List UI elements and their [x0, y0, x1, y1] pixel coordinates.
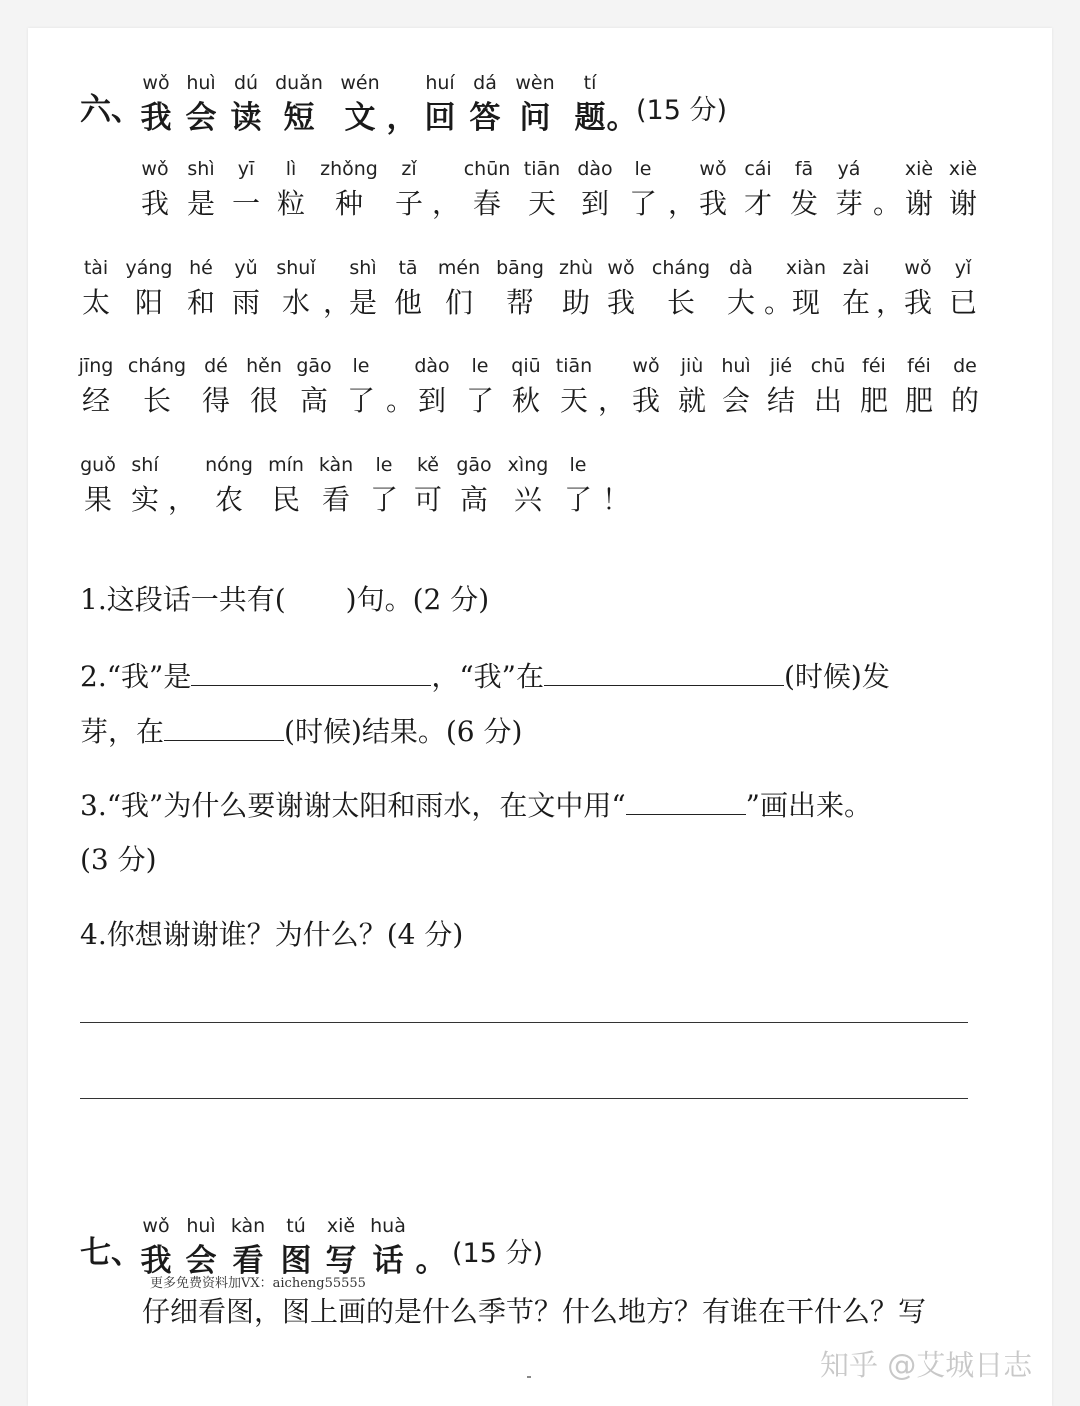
ruby-char [61, 353, 131, 423]
hanzi: 我 [140, 1243, 172, 1279]
pinyin: huì [721, 355, 751, 377]
question-2-text-c: (时候)发 [784, 660, 890, 693]
pinyin: wèn [515, 72, 555, 94]
hanzi: 会 [185, 1243, 217, 1279]
pinyin: bāng [496, 257, 544, 279]
pinyin: nóng [205, 454, 253, 476]
hanzi: ， [667, 187, 696, 220]
hanzi: 天 [559, 384, 588, 417]
hanzi: 回 [424, 100, 456, 136]
pinyin: jié [769, 355, 793, 377]
passage-line [0, 156, 1080, 226]
question-3-line1 [80, 784, 872, 826]
hanzi: 写 [325, 1243, 357, 1279]
hanzi: 出 [813, 384, 842, 417]
hanzi: 阳 [134, 286, 163, 319]
pinyin: huà [370, 1215, 406, 1237]
passage-line [0, 452, 1080, 522]
question-2-text-d: 芽，在 [80, 715, 165, 748]
hanzi: 我 [140, 187, 169, 220]
section6-score: (15 分) [636, 95, 728, 126]
pinyin: cái [744, 158, 772, 180]
hanzi: 的 [950, 384, 979, 417]
hanzi: 了 [346, 384, 375, 417]
hanzi: 太 [81, 286, 110, 319]
hanzi: 。 [606, 100, 638, 136]
pinyin: xìng [507, 454, 549, 476]
question-2-line2 [80, 710, 522, 752]
hanzi: 果 [83, 483, 112, 516]
hanzi: 粒 [276, 187, 305, 220]
hanzi: 到 [580, 187, 609, 220]
hanzi: 助 [561, 286, 590, 319]
hanzi: 谢 [948, 187, 977, 220]
hanzi: ， [167, 483, 196, 516]
section6-title [0, 70, 1080, 140]
question-1 [80, 580, 489, 620]
section7-score: (15 分) [452, 1238, 544, 1269]
hanzi: 天 [527, 187, 556, 220]
hanzi: 春 [472, 187, 501, 220]
question-3-text-b: ”画出来。 [745, 789, 872, 822]
underline-sample [626, 784, 746, 815]
pinyin: hé [189, 257, 213, 279]
hanzi: 我 [631, 384, 660, 417]
pinyin: dào [414, 355, 450, 377]
pinyin: qiū [511, 355, 541, 377]
hanzi: 和 [186, 286, 215, 319]
pinyin: chū [810, 355, 846, 377]
hanzi: 大 [726, 286, 755, 319]
hanzi: 经 [81, 384, 110, 417]
pinyin: wǒ [699, 158, 727, 180]
pinyin: tú [286, 1215, 306, 1237]
question-2-text-a: 2.“我”是 [80, 660, 192, 693]
hanzi: 高 [459, 483, 488, 516]
hanzi: 。 [872, 187, 901, 220]
pinyin: féi [907, 355, 931, 377]
question-1-text-a: 1.这段话一共有( [80, 583, 286, 616]
ruby-char [928, 156, 998, 226]
pinyin: dà [729, 257, 753, 279]
section7-instruction: 仔细看图，图上画的是什么季节？什么地方？有谁在干什么？写 [142, 1295, 927, 1328]
hanzi: 到 [417, 384, 446, 417]
hanzi: 一 [231, 187, 260, 220]
pinyin: zhù [558, 257, 594, 279]
pinyin: wǒ [142, 1215, 170, 1237]
pinyin: yǐ [954, 257, 972, 279]
hanzi: 问 [519, 100, 551, 136]
hanzi: 就 [677, 384, 706, 417]
hanzi: 我 [140, 100, 172, 136]
pinyin: le [471, 355, 489, 377]
hanzi: 他 [393, 286, 422, 319]
hanzi: ， [431, 187, 460, 220]
hanzi: 高 [299, 384, 328, 417]
answer-line[interactable] [80, 1098, 968, 1099]
hanzi: 看 [321, 483, 350, 516]
ruby-char [264, 70, 334, 140]
hanzi: 读 [230, 100, 262, 136]
hanzi: 们 [444, 286, 473, 319]
question-1-text-b: )句。(2 分) [345, 583, 490, 616]
hanzi: 已 [948, 286, 977, 319]
pinyin: zǐ [401, 158, 417, 180]
hanzi: 很 [249, 384, 278, 417]
question-3-line2 [80, 840, 157, 880]
hanzi: 可 [413, 483, 442, 516]
pinyin: yá [837, 158, 861, 180]
pinyin: cháng [127, 355, 187, 377]
pinyin: yáng [125, 257, 173, 279]
hanzi: 雨 [231, 286, 260, 319]
section7-prefix: 七、 [80, 1235, 142, 1271]
hanzi: 是 [186, 187, 215, 220]
pinyin: wǒ [904, 257, 932, 279]
pinyin: shuǐ [276, 257, 316, 279]
question-2-text-e: (时候)结果。(6 分) [284, 715, 523, 748]
pinyin: fā [794, 158, 814, 180]
pinyin: lì [285, 158, 297, 180]
question-2-line1 [80, 655, 890, 697]
hanzi: 兴 [513, 483, 542, 516]
pinyin: shí [131, 454, 159, 476]
hanzi: 得 [201, 384, 230, 417]
answer-blank[interactable] [191, 655, 431, 686]
hanzi: 秋 [511, 384, 540, 417]
answer-line[interactable] [80, 1022, 968, 1023]
answer-blank[interactable] [544, 655, 784, 686]
hanzi: 民 [271, 483, 300, 516]
hanzi: 题 [574, 100, 606, 136]
hanzi: 了 [563, 483, 592, 516]
hanzi: 肥 [859, 384, 888, 417]
hanzi: 会 [721, 384, 750, 417]
question-3-text-c: (3 分) [80, 843, 157, 876]
hanzi: 了 [369, 483, 398, 516]
pinyin: gāo [296, 355, 332, 377]
hanzi: ！ [601, 483, 630, 516]
hanzi: 帮 [505, 286, 534, 319]
question-3-text-a: 3.“我”为什么要谢谢太阳和雨水，在文中用“ [80, 789, 626, 822]
pinyin: huí [425, 72, 455, 94]
hanzi: 在 [841, 286, 870, 319]
pinyin: kàn [318, 454, 354, 476]
hanzi: 才 [743, 187, 772, 220]
pinyin: wén [340, 72, 380, 94]
pinyin: wǒ [142, 72, 170, 94]
hanzi: 我 [606, 286, 635, 319]
pinyin: duǎn [275, 72, 323, 94]
pinyin: cháng [651, 257, 711, 279]
pinyin: xiè [948, 158, 978, 180]
hanzi: 。 [385, 384, 414, 417]
hanzi: 答 [469, 100, 501, 136]
ruby-char [928, 255, 998, 325]
pinyin: jiù [680, 355, 704, 377]
hanzi: 。 [415, 1243, 447, 1279]
pinyin: tiān [523, 158, 561, 180]
hanzi: 是 [348, 286, 377, 319]
ruby-char [930, 353, 1000, 423]
hanzi: 。 [763, 286, 792, 319]
pinyin [581, 452, 651, 478]
pinyin: wǒ [632, 355, 660, 377]
pinyin: jīng [78, 355, 114, 377]
hanzi: 发 [789, 187, 818, 220]
pinyin: kàn [230, 1215, 266, 1237]
pinyin: zài [842, 257, 870, 279]
hanzi: 现 [791, 286, 820, 319]
hanzi: 实 [130, 483, 159, 516]
hanzi: 种 [334, 187, 363, 220]
pinyin: chūn [463, 158, 511, 180]
section6-prefix: 六、 [80, 92, 142, 128]
hanzi: 农 [214, 483, 243, 516]
pinyin: tiān [555, 355, 593, 377]
pinyin: le [634, 158, 652, 180]
pinyin: hěn [246, 355, 282, 377]
hanzi: ， [875, 286, 904, 319]
hanzi: ， [597, 384, 626, 417]
pinyin: xiě [326, 1215, 356, 1237]
hanzi: 长 [666, 286, 695, 319]
pinyin: tài [83, 257, 109, 279]
page-mark [527, 1376, 531, 1378]
pinyin: huì [186, 1215, 216, 1237]
pinyin: kě [416, 454, 439, 476]
pinyin: dá [473, 72, 497, 94]
hanzi: 我 [903, 286, 932, 319]
pinyin: zhǒng [320, 158, 378, 180]
ruby-char [424, 255, 494, 325]
question-4: 4.你想谢谢谁？为什么？(4 分) [80, 918, 464, 951]
answer-blank[interactable] [164, 710, 284, 741]
pinyin: mén [437, 257, 481, 279]
pinyin: shì [187, 158, 215, 180]
pinyin: huì [186, 72, 216, 94]
hanzi: 了 [628, 187, 657, 220]
pinyin: wǒ [141, 158, 169, 180]
pinyin: guǒ [80, 454, 116, 476]
promo-note: 更多免费资料加VX：aicheng55555 [150, 1276, 366, 1291]
pinyin: yǔ [234, 257, 258, 279]
pinyin: le [352, 355, 370, 377]
pinyin: tā [398, 257, 418, 279]
hanzi: 肥 [904, 384, 933, 417]
pinyin: de [953, 355, 977, 377]
hanzi: 话 [372, 1243, 404, 1279]
pinyin: yī [237, 158, 255, 180]
hanzi: 我 [698, 187, 727, 220]
pinyin: le [375, 454, 393, 476]
hanzi: 水 [281, 286, 310, 319]
pinyin: xiè [904, 158, 934, 180]
pinyin: shì [349, 257, 377, 279]
pinyin: wǒ [607, 257, 635, 279]
hanzi: 长 [142, 384, 171, 417]
pinyin: dé [204, 355, 228, 377]
pinyin: tí [583, 72, 597, 94]
hanzi: 结 [766, 384, 795, 417]
pinyin: dào [577, 158, 613, 180]
pinyin: gāo [456, 454, 492, 476]
zhihu-watermark: 知乎 @艾城日志 [820, 1348, 1033, 1382]
hanzi: 看 [232, 1243, 264, 1279]
hanzi: 子 [394, 187, 423, 220]
pinyin: dú [233, 72, 259, 94]
hanzi: ， [322, 286, 351, 319]
hanzi: 会 [185, 100, 217, 136]
hanzi: 文 [344, 100, 376, 136]
pinyin: mín [268, 454, 304, 476]
hanzi: 谢 [904, 187, 933, 220]
hanzi: 芽 [834, 187, 863, 220]
question-2-text-b: ，“我”在 [431, 660, 544, 693]
punctuation [581, 452, 651, 522]
hanzi: 图 [280, 1243, 312, 1279]
pinyin: féi [862, 355, 886, 377]
hanzi: 了 [465, 384, 494, 417]
passage-line [0, 255, 1080, 325]
hanzi: 短 [283, 100, 315, 136]
passage-line [0, 353, 1080, 423]
pinyin: xiàn [785, 257, 827, 279]
hanzi: ， [386, 100, 418, 136]
pinyin: le [569, 454, 587, 476]
